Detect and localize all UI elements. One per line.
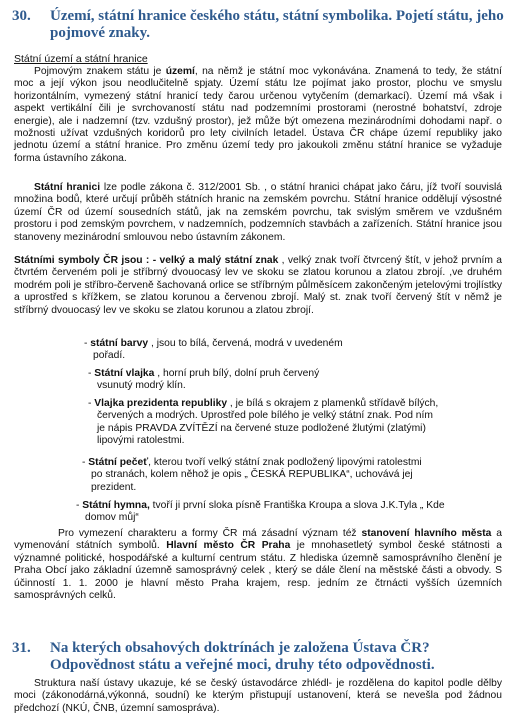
- p3-text: , velký znak tvoří čtvrcený štít, v jehož prvním a čtvrtém červeném poli je stříbrný dvouocasý lev ve skoku se zlatou korunou a zlatou zbrojí. ,ve druhém modrém poli je stříbro-červeně šachovaná orlice se stříbrným půlměsícem zakončeným jetelovými trojlístky a uprostřed s křížkem, se zlatou korunou a červenou zbrojí. Malý st. znak tvoří červený štít v němž je stříbrný dvouocasý lev ve skoku se zlatou korunou a zlatou zbrojí.: [14, 255, 502, 316]
- p4-text-e: je mnohasetletý symbol české státnosti a významné politické, hospodářské a kulturní centrum státu. Z hlediska územně samosprávního členění je Praha Obcí jako základní územně samosprávný celek , který se dále člení na městské části a obvody. S účinností 1. 1. 2000 je hlavní město Praha krajem, resp. jedním ze čtrnácti vyšších územních samosprávných celků.: [14, 540, 502, 602]
- section-30-title: Území, státní hranice českého státu, státní symbolika. Pojetí státu, jeho pojmové znaky.: [50, 8, 504, 41]
- symbol-anthem-label: Státní hymna,: [82, 500, 150, 511]
- symbol-seal-label: Státní pečeť: [88, 457, 149, 468]
- symbol-seal: [82, 457, 436, 494]
- symbol-anthem-dash: -: [76, 500, 83, 511]
- symbol-president-label: Vlajka prezidenta republiky: [94, 398, 228, 409]
- symbol-flag-dash: -: [88, 368, 95, 379]
- symbol-colors-text: , jsou to bílá, červená, modrá v uvedeném pořadí.: [93, 338, 343, 362]
- section-30-heading: [12, 8, 510, 44]
- paragraph-territory: [14, 66, 502, 165]
- p1-text-c: , na němž je státní moc vykonávána. Znamená to tedy, že státní moc a její výkon jsou neodlučitelně spjaty. Území státu lze pojímat jako prostor, plochu ve smyslu horizontálním, vymezený státní hranicí tedy čarou určenou vytyčením (demarkací). Území má však i aspekt vertikální čili je svrchovaností státu nad podzemními prostorami (nerostné bohatství, zdroje energie), ale i nadzemní (tzv. vzdušný prostor), jež může být omezena mezinárodními dohodami např. o možnosti užívat vzdušných koridorů pro lety civilních letadel. Ústava ČR chápe území republiky jako jednotu území a státní hranice. Pro změnu území tedy pro jakoukoli změnu státní hranice se vyžaduje forma ústavního zákona.: [14, 66, 502, 164]
- p1-text-a: Pojmovým znakem státu je: [34, 66, 166, 77]
- symbol-colors: [84, 338, 343, 363]
- symbol-seal-dash: -: [82, 457, 89, 468]
- p4-bold-capital: stanovení hlavního města: [361, 528, 492, 539]
- p4-text-c: a vymenování státních symbolů.: [14, 528, 503, 552]
- paragraph-capital-city: [14, 528, 502, 602]
- p2-text: lze podle zákona č. 312/2001 Sb. , o státní hranici chápat jako čáru, jíž tvoří souvislá množina bodů, které určují průběh státních hranic na zemském povrchu. Státní hranice oddělují výsostné území ČR od území sousedních států, jak na zemském povrchu, tak svislým směrem ve vzdušném prostoru i pod zemským povrchem, v nadzemních, podzemních stavbách a zařízeních. Státní hranice jsou stanoveny mezinárodní smlouvou nebo ústavním zákonem.: [14, 182, 502, 243]
- section-31-number: 31.: [12, 640, 31, 656]
- symbol-seal-text: , kterou tvoří velký státní znak podložený lipovými ratolestmi po stranách, kolem něhož je opis „ ČESKÁ REPUBLIKA“, uchovává jej prezident.: [91, 457, 422, 493]
- subheading-territory: Státní území a státní hranice: [14, 53, 148, 65]
- p4-bold-prague: Hlavní město ČR Praha: [166, 540, 291, 552]
- symbol-president-text: , je bílá s okrajem z plamenků střídavě bílých, červených a modrých. Uprostřed pole bílého je velký státní znak. Pod ním je nápis PRAVDA ZVÍTĚZÍ na červené stuze podložené žlutými (zlatými) lipovými ratolestmi.: [97, 398, 439, 447]
- paragraph-constitution-structure: Struktura naší ústavy ukazuje, ké se český ústavodárce zhlédl- je rozdělena do kapitol podle dělby moci (zákonodárná,výkonná, soudní) ke kterým přistupují ustanovení, která se nevešla pod žádnou předchozí (NKÚ, ČNB, územní samospráva).: [14, 678, 502, 714]
- section-31-heading: [12, 640, 510, 676]
- symbol-president-dash: -: [88, 398, 95, 409]
- symbol-anthem: [76, 500, 455, 525]
- p1-bold-territory: území: [165, 66, 195, 77]
- p3-bold-symbols: Státními symboly ČR jsou : - velký a malý státní znak: [14, 255, 279, 266]
- symbol-flag-text: , horní pruh bílý, dolní pruh červený vsunutý modrý klín.: [97, 368, 320, 392]
- section-31-title: Na kterých obsahových doktrínách je založena Ústava ČR? Odpovědnost státu a veřejné moci, druhy této odpovědnosti.: [50, 640, 435, 673]
- symbol-anthem-text: tvoří ji první sloka písně Františka Kroupa a slova J.K.Tyla „ Kde domov můj“: [85, 500, 445, 524]
- p4-text-a: Pro vymezení charakteru a formy ČR má zásadní význam též: [58, 528, 362, 539]
- symbol-flag: [88, 368, 357, 393]
- symbol-flag-label: Státní vlajka: [94, 368, 155, 379]
- paragraph-state-symbols: [14, 255, 502, 317]
- symbol-president-flag: [88, 398, 442, 448]
- p2-bold-border: Státní hranici: [34, 182, 101, 193]
- paragraph-state-border: [14, 182, 502, 244]
- symbol-colors-dash: -: [84, 338, 91, 349]
- symbol-colors-label: státní barvy: [90, 338, 149, 349]
- section-30-number: 30.: [12, 8, 31, 24]
